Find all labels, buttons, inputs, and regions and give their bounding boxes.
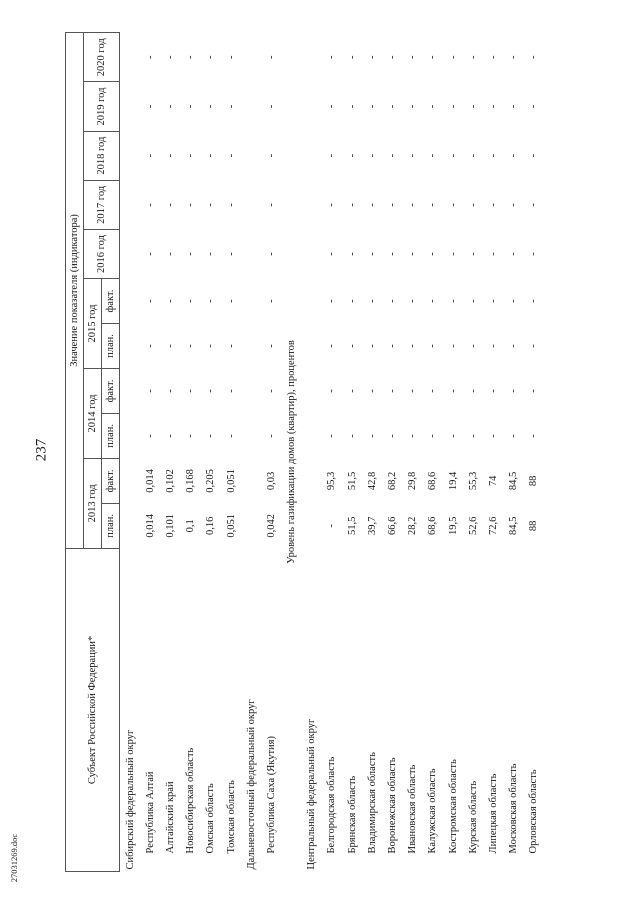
fact-header-2015: факт. — [102, 279, 120, 324]
value-cell: - — [265, 252, 277, 256]
year-2014-header: 2014 год — [84, 369, 102, 459]
value-cell: - — [427, 252, 439, 256]
year-2019-header: 2019 год — [84, 82, 120, 131]
table-row — [160, 33, 180, 872]
value-cell: - — [225, 252, 237, 256]
value-cell: - — [346, 104, 358, 109]
value-cell: - — [326, 389, 338, 393]
value-cell: - — [346, 153, 358, 158]
region-name: Курская область — [467, 780, 479, 854]
value-cell: - — [508, 55, 520, 59]
value-cell: - — [185, 299, 197, 303]
value-cell: 0,101 — [164, 514, 176, 538]
value-cell: - — [225, 344, 237, 348]
value-cell: - — [508, 299, 520, 303]
value-cell: - — [407, 344, 419, 348]
table-row — [140, 33, 160, 872]
district-name: Сибирский федеральный округ — [124, 729, 136, 870]
value-cell: - — [387, 344, 399, 348]
value-cell: - — [528, 55, 540, 59]
value-cell: - — [427, 299, 439, 303]
value-cell: - — [366, 203, 378, 207]
value-cell: - — [366, 104, 378, 109]
value-cell: - — [205, 104, 217, 109]
value-cell: 51,5 — [346, 471, 358, 491]
value-cell: 39,7 — [366, 516, 378, 536]
value-cell: - — [387, 299, 399, 303]
region-name: Ивановская область — [407, 764, 419, 854]
value-cell: - — [487, 389, 499, 393]
value-cell: - — [387, 104, 399, 109]
value-cell: 66,6 — [387, 516, 399, 536]
value-cell: - — [326, 252, 338, 256]
value-cell: - — [407, 299, 419, 303]
value-cell: - — [487, 252, 499, 256]
value-cell: - — [427, 55, 439, 59]
table-row — [181, 33, 201, 872]
value-cell: - — [366, 299, 378, 303]
year-2017-header: 2017 год — [84, 180, 120, 229]
value-cell: 0,042 — [265, 514, 277, 538]
table-row — [423, 33, 443, 872]
value-cell: - — [205, 153, 217, 158]
value-cell: - — [508, 344, 520, 348]
value-cell: 52,6 — [467, 516, 479, 536]
value-cell: - — [487, 434, 499, 438]
value-cell: - — [427, 344, 439, 348]
value-cell: - — [185, 434, 197, 438]
value-cell: - — [205, 55, 217, 59]
table-body — [120, 33, 544, 872]
section-heading-row — [282, 33, 302, 872]
value-cell: 0,1 — [185, 519, 197, 533]
value-cell: - — [508, 389, 520, 393]
value-cell: - — [346, 203, 358, 207]
year-2020-header: 2020 год — [84, 33, 120, 82]
region-name: Костромская область — [447, 759, 459, 854]
value-cell: - — [467, 434, 479, 438]
value-cell: - — [265, 55, 277, 59]
value-cell: - — [467, 104, 479, 109]
value-cell: - — [528, 434, 540, 438]
value-cell: - — [164, 252, 176, 256]
value-cell: - — [447, 104, 459, 109]
plan-header-2013: план. — [102, 503, 120, 548]
value-cell: - — [528, 344, 540, 348]
value-cell: - — [427, 153, 439, 158]
table-row — [463, 33, 483, 872]
value-cell: - — [326, 434, 338, 438]
table-row — [524, 33, 544, 872]
value-cell: 88 — [528, 475, 540, 487]
table-row — [504, 33, 524, 872]
value-cell: - — [225, 434, 237, 438]
value-cell: - — [366, 252, 378, 256]
year-2015-header: 2015 год — [84, 279, 102, 369]
table-row — [221, 33, 241, 872]
value-cell: - — [164, 434, 176, 438]
region-name: Республика Саха (Якутия) — [265, 736, 277, 854]
value-cell: - — [144, 299, 156, 303]
value-cell: - — [185, 344, 197, 348]
table-row — [261, 33, 281, 872]
value-cell: 88 — [528, 520, 540, 532]
value-cell: 0,168 — [185, 469, 197, 493]
value-cell: - — [447, 55, 459, 59]
value-cell: - — [164, 299, 176, 303]
value-cell: - — [185, 153, 197, 158]
value-cell: 0,014 — [144, 469, 156, 493]
value-cell: - — [508, 104, 520, 109]
value-cell: - — [407, 203, 419, 207]
region-name: Республика Алтай — [144, 771, 156, 854]
value-cell: - — [467, 344, 479, 348]
value-cell: - — [144, 434, 156, 438]
year-2018-header: 2018 год — [84, 131, 120, 180]
value-cell: - — [144, 389, 156, 393]
value-cell: - — [185, 252, 197, 256]
value-cell: - — [265, 153, 277, 158]
region-name: Воронежская область — [387, 757, 399, 854]
table-row — [443, 33, 463, 872]
section-heading: Уровень газификации домов (квартир), процентов — [286, 340, 298, 564]
value-cell: - — [144, 104, 156, 109]
value-cell: - — [528, 299, 540, 303]
value-cell: - — [508, 203, 520, 207]
value-cell: - — [467, 153, 479, 158]
value-cell: - — [225, 299, 237, 303]
value-cell: - — [467, 252, 479, 256]
value-cell: 28,2 — [407, 516, 419, 536]
value-cell: - — [467, 203, 479, 207]
value-cell: - — [387, 203, 399, 207]
value-cell: - — [205, 344, 217, 348]
value-cell: 72,6 — [487, 516, 499, 536]
region-name: Калужская область — [427, 768, 439, 854]
table-row — [382, 33, 402, 872]
table-row — [201, 33, 221, 872]
table-header — [66, 33, 120, 872]
table-row — [322, 33, 342, 872]
value-cell: - — [467, 55, 479, 59]
value-cell: 0,16 — [205, 516, 217, 536]
value-cell: - — [185, 104, 197, 109]
value-cell: - — [407, 153, 419, 158]
value-cell: - — [508, 252, 520, 256]
value-cell: 68,6 — [427, 471, 439, 491]
value-cell: - — [366, 55, 378, 59]
value-cell: - — [427, 389, 439, 393]
value-cell: 0,051 — [225, 514, 237, 538]
value-cell: - — [447, 299, 459, 303]
value-cell: - — [185, 203, 197, 207]
value-cell: - — [185, 55, 197, 59]
value-cell: - — [326, 104, 338, 109]
value-cell: - — [346, 252, 358, 256]
value-cell: 0,205 — [205, 469, 217, 493]
value-cell: - — [164, 344, 176, 348]
value-cell: - — [205, 203, 217, 207]
value-cell: - — [326, 524, 338, 528]
value-cell: - — [528, 203, 540, 207]
value-cell: - — [487, 299, 499, 303]
table-row — [403, 33, 423, 872]
value-cell: 0,03 — [265, 471, 277, 491]
value-cell: - — [164, 389, 176, 393]
value-cell: - — [528, 153, 540, 158]
region-name: Алтайский край — [164, 781, 176, 854]
value-cell: - — [528, 389, 540, 393]
value-cell: - — [447, 344, 459, 348]
value-cell: - — [144, 55, 156, 59]
value-cell: - — [387, 434, 399, 438]
indicator-header: Значение показателя (индикатора) — [66, 33, 84, 549]
value-cell: - — [387, 252, 399, 256]
value-cell: - — [144, 203, 156, 207]
value-cell: - — [366, 344, 378, 348]
value-cell: - — [225, 389, 237, 393]
value-cell: - — [265, 104, 277, 109]
value-cell: - — [265, 389, 277, 393]
value-cell: 84,5 — [508, 516, 520, 536]
value-cell: - — [164, 55, 176, 59]
district-row — [241, 33, 261, 872]
value-cell: 55,3 — [467, 471, 479, 491]
value-cell: - — [326, 55, 338, 59]
table-row — [342, 33, 362, 872]
value-cell: 0,014 — [144, 514, 156, 538]
value-cell: - — [427, 104, 439, 109]
region-name: Московская область — [508, 763, 520, 854]
subject-header: Субъект Российской Федерации* — [66, 548, 120, 871]
value-cell: - — [487, 344, 499, 348]
plan-header-2014: план. — [102, 413, 120, 458]
fact-header-2014: факт. — [102, 369, 120, 414]
value-cell: - — [447, 153, 459, 158]
region-name: Брянская область — [346, 775, 358, 854]
year-2013-header: 2013 год — [84, 458, 102, 548]
region-name: Липецкая область — [487, 773, 499, 854]
fact-header-2013: факт. — [102, 458, 120, 503]
value-cell: - — [487, 203, 499, 207]
value-cell: 51,5 — [346, 516, 358, 536]
value-cell: - — [407, 252, 419, 256]
value-cell: - — [366, 389, 378, 393]
value-cell: - — [427, 203, 439, 207]
value-cell: - — [225, 153, 237, 158]
value-cell: - — [265, 434, 277, 438]
value-cell: - — [447, 252, 459, 256]
value-cell: 0,051 — [225, 469, 237, 493]
district-row — [120, 33, 141, 872]
value-cell: - — [144, 153, 156, 158]
region-name: Орловская область — [528, 769, 540, 854]
value-cell: - — [366, 434, 378, 438]
region-name: Омская область — [205, 783, 217, 854]
value-cell: - — [265, 299, 277, 303]
value-cell: - — [205, 434, 217, 438]
table-row — [362, 33, 382, 872]
value-cell: 74 — [487, 475, 499, 487]
value-cell: - — [326, 299, 338, 303]
value-cell: - — [346, 344, 358, 348]
value-cell: - — [447, 434, 459, 438]
value-cell: - — [407, 104, 419, 109]
indicator-table — [65, 32, 544, 872]
value-cell: - — [205, 299, 217, 303]
value-cell: - — [407, 389, 419, 393]
value-cell: - — [487, 104, 499, 109]
value-cell: - — [185, 389, 197, 393]
value-cell: - — [164, 203, 176, 207]
value-cell: - — [387, 55, 399, 59]
value-cell: - — [487, 153, 499, 158]
document-code: 27031269.doc — [9, 833, 19, 883]
value-cell: - — [447, 389, 459, 393]
value-cell: 19,4 — [447, 471, 459, 491]
value-cell: - — [427, 434, 439, 438]
value-cell: - — [508, 153, 520, 158]
value-cell: - — [346, 55, 358, 59]
value-cell: 95,3 — [326, 471, 338, 491]
table-row — [483, 33, 503, 872]
value-cell: - — [387, 153, 399, 158]
value-cell: 29,8 — [407, 471, 419, 491]
value-cell: - — [508, 434, 520, 438]
value-cell: - — [225, 203, 237, 207]
value-cell: - — [164, 104, 176, 109]
value-cell: - — [387, 389, 399, 393]
value-cell: - — [225, 104, 237, 109]
rotated-table-container — [65, 32, 625, 872]
year-2016-header: 2016 год — [84, 229, 120, 278]
value-cell: - — [447, 203, 459, 207]
value-cell: - — [407, 55, 419, 59]
value-cell: - — [366, 153, 378, 158]
value-cell: - — [346, 434, 358, 438]
region-name: Новосибирская область — [185, 747, 197, 854]
region-name: Томская область — [225, 780, 237, 854]
value-cell: - — [225, 55, 237, 59]
value-cell: - — [265, 203, 277, 207]
value-cell: - — [265, 344, 277, 348]
value-cell: 68,6 — [427, 516, 439, 536]
district-row — [302, 33, 322, 872]
value-cell: - — [528, 252, 540, 256]
value-cell: 68,2 — [387, 471, 399, 491]
value-cell: - — [205, 252, 217, 256]
value-cell: - — [205, 389, 217, 393]
region-name: Белгородская область — [326, 756, 338, 854]
value-cell: - — [144, 344, 156, 348]
region-name: Владимирская область — [366, 752, 378, 854]
value-cell: - — [467, 389, 479, 393]
plan-header-2015: план. — [102, 324, 120, 369]
page-number: 237 — [33, 438, 50, 462]
value-cell: - — [326, 203, 338, 207]
district-name: Центральный федеральный округ — [306, 718, 318, 870]
value-cell: - — [346, 299, 358, 303]
value-cell: - — [528, 104, 540, 109]
value-cell: - — [467, 299, 479, 303]
value-cell: 19,5 — [447, 516, 459, 536]
value-cell: 42,8 — [366, 471, 378, 491]
value-cell: - — [487, 55, 499, 59]
value-cell: - — [144, 252, 156, 256]
value-cell: - — [326, 153, 338, 158]
value-cell: - — [164, 153, 176, 158]
value-cell: 0,102 — [164, 469, 176, 493]
value-cell: 84,5 — [508, 471, 520, 491]
value-cell: - — [346, 389, 358, 393]
district-name: Дальневосточный федеральный округ — [245, 699, 257, 870]
value-cell: - — [326, 344, 338, 348]
value-cell: - — [407, 434, 419, 438]
